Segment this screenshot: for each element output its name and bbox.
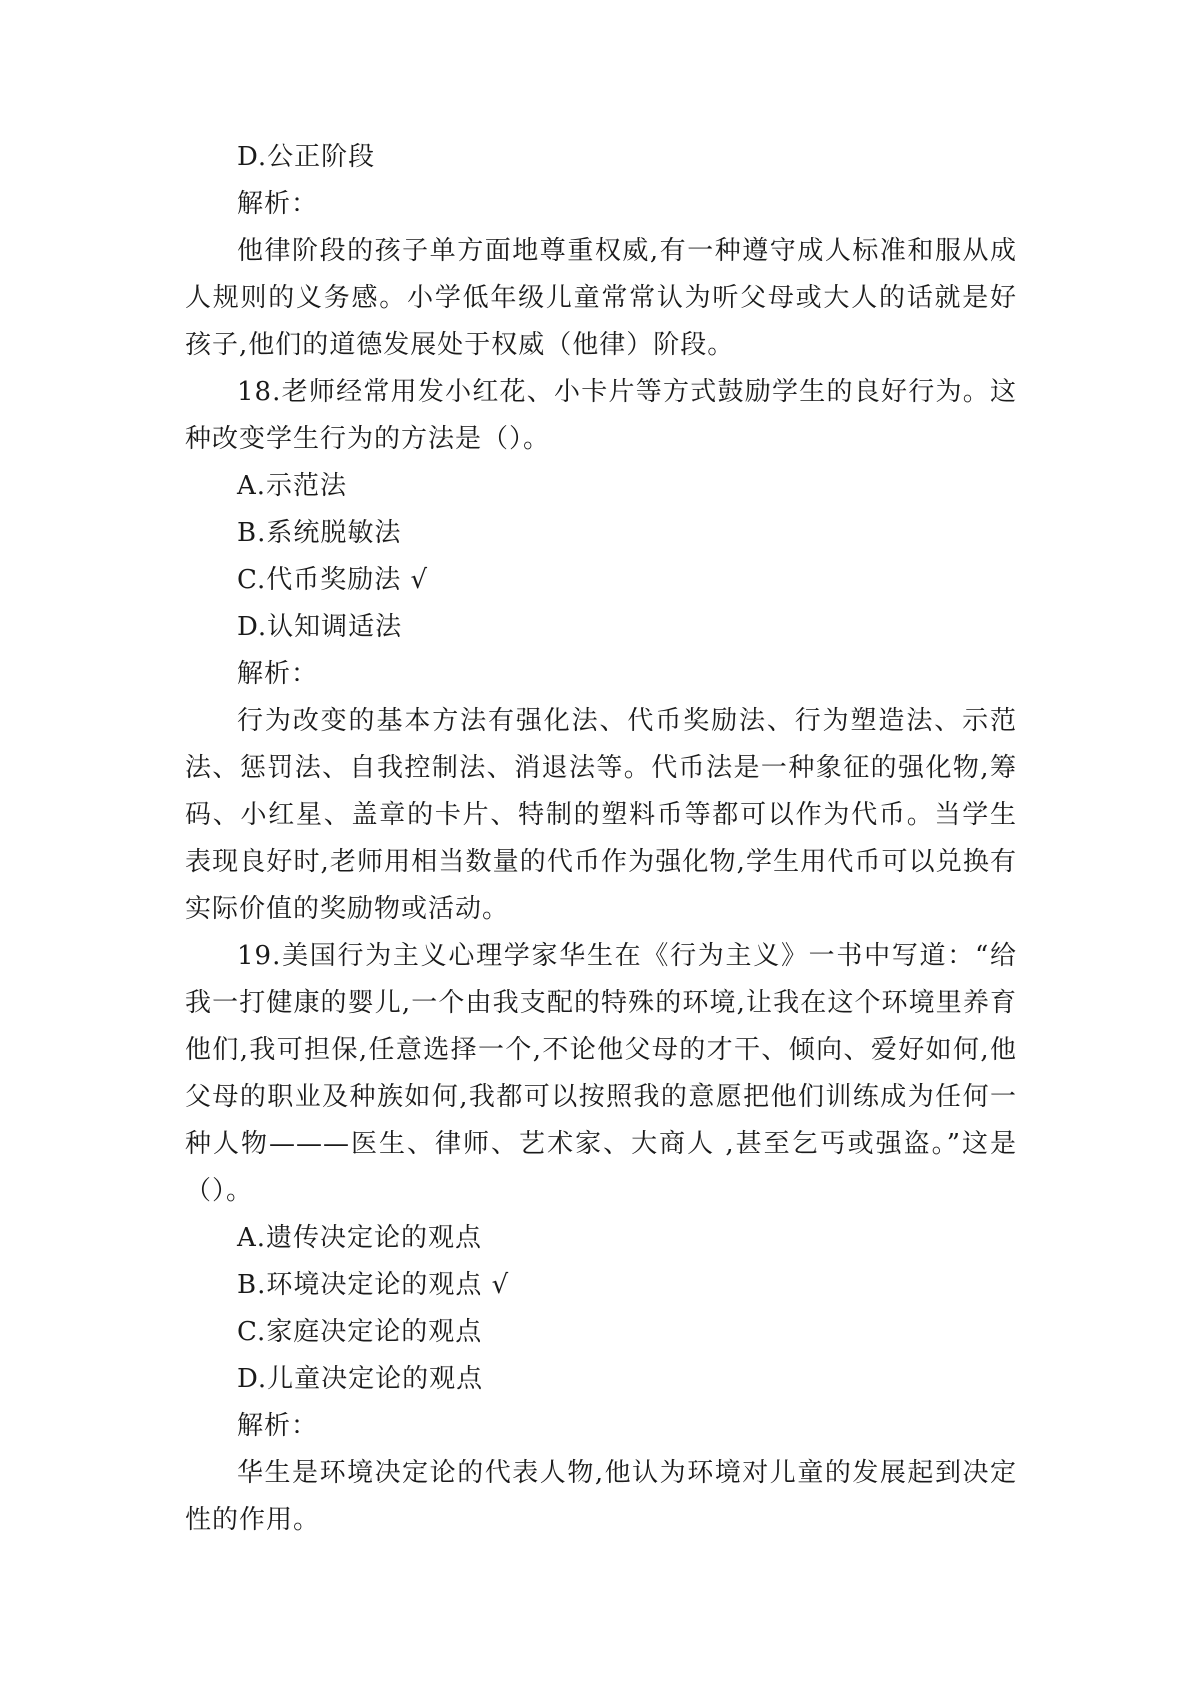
q19-option-c: C.家庭决定论的观点: [237, 1317, 483, 1347]
q18-option-d: D.认知调适法: [237, 612, 403, 642]
q19-analysis-label: 解析：: [237, 1411, 319, 1441]
q19-question: 19.美国行为主义心理学家华生在《行为主义》一书中写道：“给我一打健康的婴儿,一个由我支配的特殊的环境,让我在这个环境里养育他们,我可担保,任意选择一个,不论他父母的才干、倾向、爱好如何,他父母的职业及种族如何,我都可以按照我的意愿把他们训练成为任何一种人物———医生、律师、艺术家、大商人 ,甚至乞丐或强盗。”这是（）。: [185, 941, 1017, 1206]
q18-option-b: B.系统脱敏法: [237, 518, 402, 548]
q19-option-d: D.儿童决定论的观点: [237, 1364, 484, 1394]
q18-analysis-label: 解析：: [237, 659, 319, 689]
q18-option-a: A.示范法: [237, 471, 348, 501]
q19-analysis-text: 华生是环境决定论的代表人物,他认为环境对儿童的发展起到决定性的作用。: [185, 1458, 1017, 1535]
q17-option-d: D.公正阶段: [237, 142, 376, 172]
q19-option-b: B.环境决定论的观点 √: [237, 1270, 510, 1300]
q19-option-a: A.遗传决定论的观点: [237, 1223, 483, 1253]
document-page: [185, 134, 1017, 1544]
q17-analysis-text: 他律阶段的孩子单方面地尊重权威,有一种遵守成人标准和服从成人规则的义务感。小学低年级儿童常常认为听父母或大人的话就是好孩子,他们的道德发展处于权威（他律）阶段。: [185, 236, 1017, 360]
q17-analysis-label: 解析：: [237, 189, 319, 219]
q18-analysis-text: 行为改变的基本方法有强化法、代币奖励法、行为塑造法、示范法、惩罚法、自我控制法、消退法等。代币法是一种象征的强化物,筹码、小红星、盖章的卡片、特制的塑料币等都可以作为代币。当学生表现良好时,老师用相当数量的代币作为强化物,学生用代币可以兑换有实际价值的奖励物或活动。: [185, 706, 1017, 924]
q18-option-c: C.代币奖励法 √: [237, 565, 429, 595]
q18-question: 18.老师经常用发小红花、小卡片等方式鼓励学生的良好行为。这种改变学生行为的方法是（）。: [185, 377, 1017, 454]
